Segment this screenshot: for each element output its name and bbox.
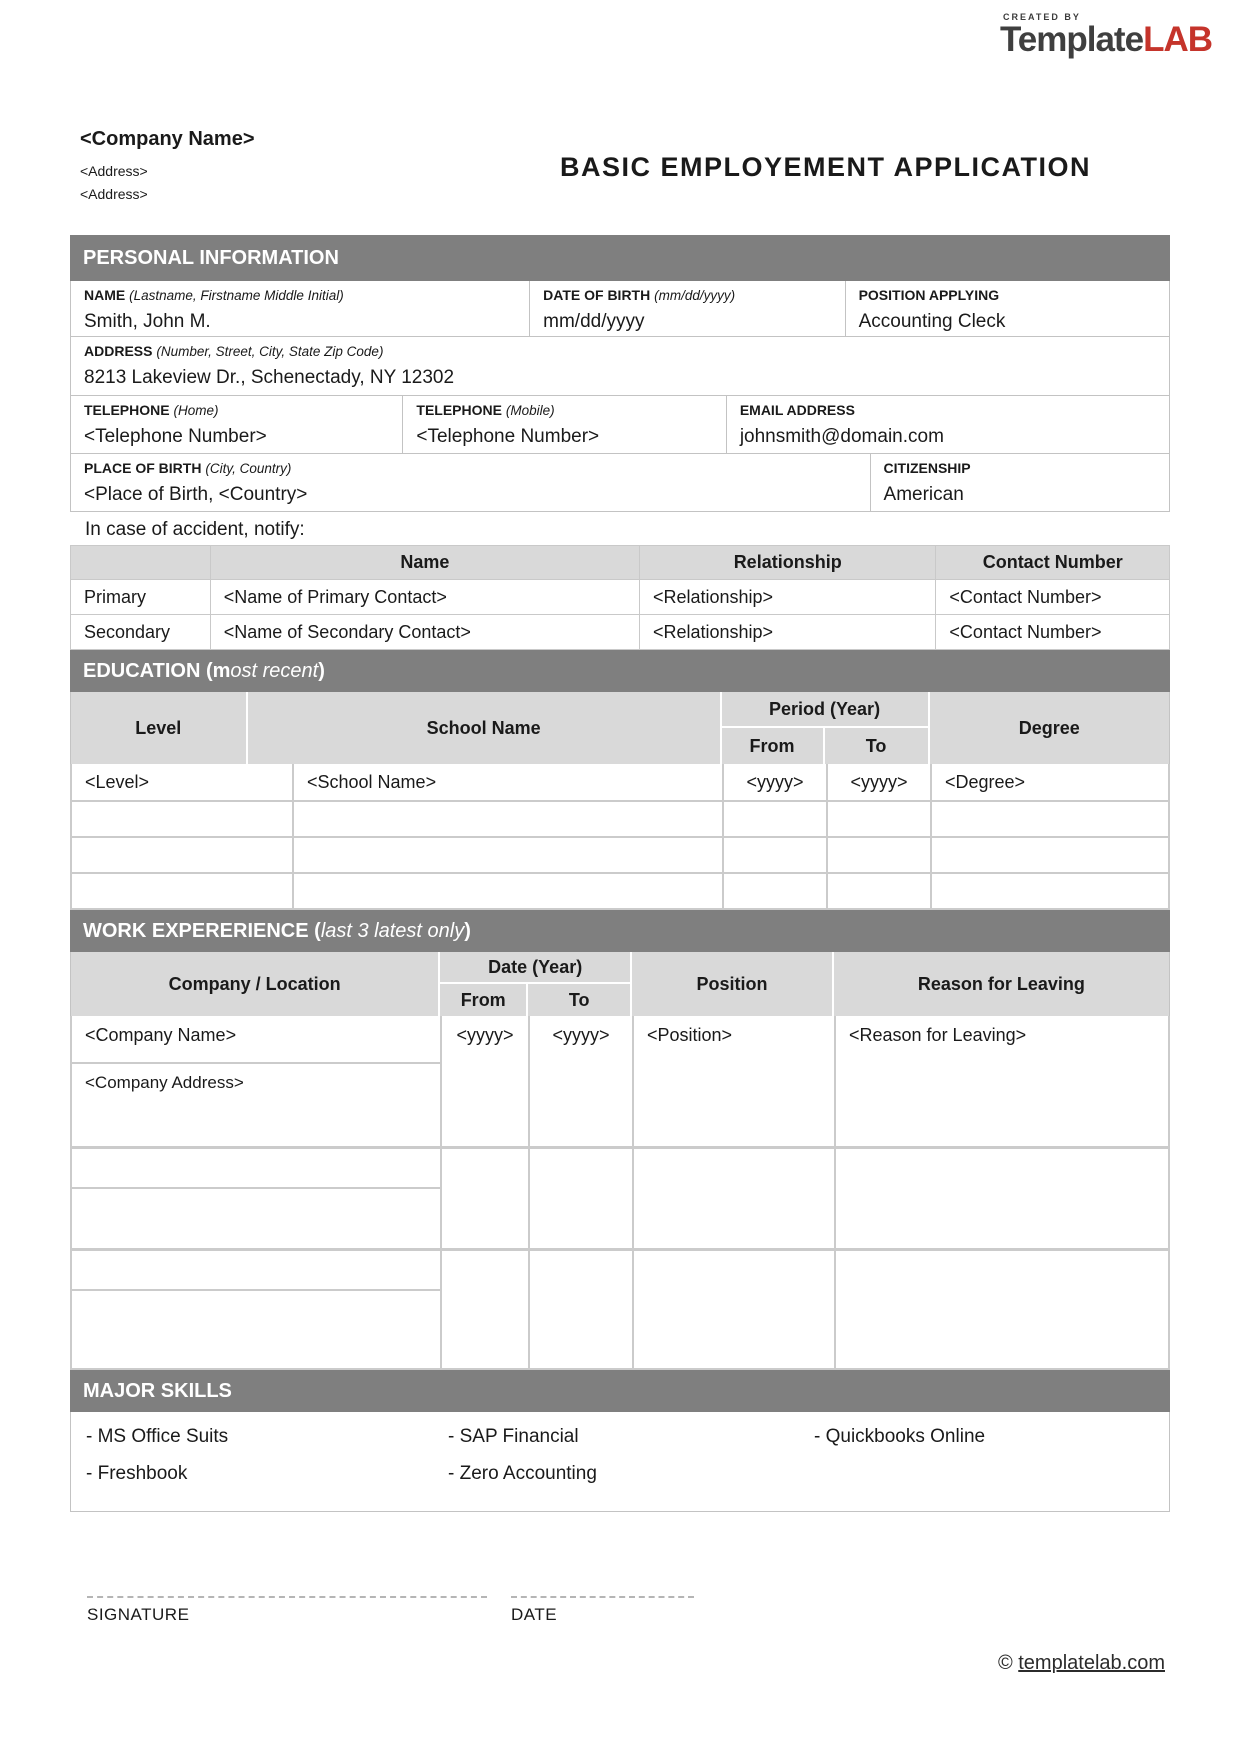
education-degree: [932, 802, 1168, 836]
work-from: [442, 1251, 530, 1368]
table-row: [72, 800, 1168, 836]
education-to: <yyyy>: [828, 764, 932, 800]
column-header-date-group: [440, 952, 632, 1016]
signature-label: SIGNATURE: [87, 1605, 190, 1624]
work-from: [442, 1149, 530, 1248]
logo-created-by: CREATED BY: [1003, 12, 1081, 22]
contact-type: Primary: [71, 580, 211, 614]
column-header-period-group: [722, 692, 930, 764]
place-of-birth-value: <Place of Birth, <Country>: [84, 484, 308, 505]
work-position: [634, 1251, 836, 1368]
position-label: POSITION APPLYING: [858, 287, 1000, 303]
dob-value: mm/dd/yyyy: [543, 311, 645, 332]
telephone-mobile-field: [403, 396, 726, 453]
document-title: BASIC EMPLOYEMENT APPLICATION: [560, 152, 1092, 182]
work-to: [530, 1149, 634, 1248]
work-company-name: [72, 1251, 440, 1291]
column-header-period: Period (Year): [722, 692, 928, 728]
telephone-mobile-label: TELEPHONE: [416, 402, 502, 418]
table-row: [71, 454, 1169, 511]
table-row: [72, 836, 1168, 872]
personal-information-table: [70, 281, 1170, 512]
empty-header-cell: [71, 546, 211, 579]
name-field: [71, 281, 530, 336]
table-row: [71, 614, 1169, 649]
contact-type: Secondary: [71, 615, 211, 649]
work-company-cell: [72, 1251, 442, 1368]
education-to: [828, 838, 932, 872]
skill-item: - Freshbook: [86, 1463, 188, 1484]
work-header-row: [70, 952, 1170, 1016]
company-header-block: [80, 128, 255, 206]
column-header-school-name: School Name: [248, 692, 722, 764]
education-title: EDUCATION (m: [83, 659, 231, 682]
table-row: [71, 579, 1169, 614]
form-content: [70, 235, 1170, 1512]
education-school: [294, 874, 724, 908]
work-position: [634, 1149, 836, 1248]
contact-name: <Name of Primary Contact>: [211, 580, 640, 614]
column-header-to: To: [865, 735, 887, 756]
accident-notify-text: In case of accident, notify:: [85, 519, 305, 540]
table-row: [71, 337, 1169, 396]
contact-number: <Contact Number>: [949, 621, 1102, 642]
education-table-body: [70, 764, 1170, 910]
education-section-header: EDUCATION (m ost recent ): [70, 650, 1170, 692]
address-field: [71, 337, 1169, 395]
address-value: 8213 Lakeview Dr., Schenectady, NY 12302: [84, 367, 455, 388]
table-row: [71, 281, 1169, 337]
contact-number: <Contact Number>: [949, 586, 1102, 607]
work-reason: <Reason for Leaving>: [849, 1025, 1027, 1045]
date-label: DATE: [511, 1605, 558, 1624]
education-from: [724, 874, 828, 908]
skill-item: - Zero Accounting: [448, 1463, 597, 1484]
personal-information-section-header: PERSONAL INFORMATION: [70, 235, 1170, 281]
work-company-cell: [72, 1149, 442, 1248]
education-degree: <Degree>: [945, 771, 1026, 792]
logo-lab-text: LAB: [1143, 20, 1212, 59]
work-from: <yyyy>: [442, 1016, 530, 1146]
telephone-mobile-value: <Telephone Number>: [416, 426, 600, 447]
email-field: [727, 396, 1169, 453]
education-degree: [932, 838, 1168, 872]
name-value: Smith, John M.: [84, 311, 211, 332]
education-school: [294, 802, 724, 836]
position-value: Accounting Cleck: [858, 311, 1006, 332]
work-company-cell: [72, 1016, 442, 1146]
citizenship-value: American: [883, 484, 964, 505]
footer: [998, 1652, 1165, 1675]
column-header-degree: Degree: [1018, 717, 1080, 738]
education-level: [72, 838, 294, 872]
dob-label: DATE OF BIRTH: [543, 287, 651, 303]
templatelab-link[interactable]: templatelab.com: [1018, 1652, 1165, 1674]
work-position: <Position>: [634, 1016, 836, 1146]
work-reason: [836, 1149, 1168, 1248]
emergency-contact-table: [70, 545, 1170, 650]
work-entry: [72, 1016, 1168, 1146]
table-row: [72, 872, 1168, 908]
work-company-address: [72, 1291, 440, 1368]
logo-template-text: Template: [1000, 20, 1144, 59]
education-level: [72, 802, 294, 836]
column-header-date: Date (Year): [440, 952, 630, 984]
telephone-home-field: [71, 396, 403, 453]
signature-block: [70, 1596, 1170, 1656]
work-entry: [72, 1146, 1168, 1248]
company-address-line-1: <Address>: [80, 163, 148, 179]
education-school: <School Name>: [294, 764, 724, 800]
column-header-from: From: [440, 984, 528, 1016]
skill-item: - MS Office Suits: [86, 1426, 229, 1447]
education-from: [724, 838, 828, 872]
logo-brand: [1000, 22, 1212, 59]
place-of-birth-label: PLACE OF BIRTH: [84, 460, 202, 476]
column-header-relationship: Relationship: [640, 546, 936, 579]
column-header-from: From: [722, 728, 825, 764]
education-header-row: [70, 692, 1170, 764]
telephone-home-hint: (Home): [173, 403, 219, 418]
copyright-symbol: ©: [997, 1652, 1013, 1674]
dob-hint: (mm/dd/yyyy): [654, 288, 736, 303]
work-experience-section-header: WORK EXPERERIENCE ( last 3 latest only ): [70, 910, 1170, 952]
citizenship-field: [871, 454, 1169, 511]
work-entry: [72, 1248, 1168, 1368]
skill-item: - SAP Financial: [448, 1426, 579, 1447]
work-title: WORK EXPERERIENCE (: [83, 919, 321, 942]
position-applying-field: [846, 281, 1169, 336]
emergency-contact-header-row: [71, 546, 1169, 579]
address-hint: (Number, Street, City, State Zip Code): [156, 344, 384, 359]
contact-name: <Name of Secondary Contact>: [211, 615, 640, 649]
place-of-birth-hint: (City, Country): [205, 461, 292, 476]
date-line: [511, 1596, 694, 1598]
templatelab-logo: [1000, 12, 1212, 59]
education-from: [724, 802, 828, 836]
education-level: <Level>: [72, 764, 294, 800]
work-company-name: <Company Name>: [72, 1016, 440, 1064]
telephone-home-label: TELEPHONE: [84, 402, 170, 418]
education-to: [828, 802, 932, 836]
education-level: [72, 874, 294, 908]
work-reason: [836, 1251, 1168, 1368]
skill-item: - Quickbooks Online: [814, 1426, 986, 1447]
major-skills-section-header: MAJOR SKILLS: [70, 1370, 1170, 1412]
email-value: johnsmith@domain.com: [739, 426, 944, 447]
work-company-name: [72, 1149, 440, 1189]
company-address-line-2: <Address>: [80, 186, 148, 202]
table-row: [71, 396, 1169, 454]
contact-relationship: <Relationship>: [640, 580, 936, 614]
column-header-contact-number: Contact Number: [982, 552, 1123, 572]
education-degree: [932, 874, 1168, 908]
column-header-to: To: [568, 989, 590, 1010]
column-header-company-location: Company / Location: [71, 952, 440, 1016]
email-label: EMAIL ADDRESS: [739, 402, 855, 418]
contact-relationship: <Relationship>: [640, 615, 936, 649]
education-to: [828, 874, 932, 908]
work-table-body: [70, 1016, 1170, 1370]
telephone-mobile-hint: (Mobile): [505, 403, 555, 418]
work-to: [530, 1251, 634, 1368]
education-title-italic: ost recent: [230, 659, 319, 682]
major-skills-list: [70, 1412, 1170, 1512]
work-company-address: <Company Address>: [85, 1073, 244, 1092]
citizenship-label: CITIZENSHIP: [883, 460, 971, 476]
work-to: <yyyy>: [530, 1016, 634, 1146]
company-name-placeholder: <Company Name>: [80, 128, 255, 150]
address-label: ADDRESS: [84, 343, 153, 359]
signature-line: [87, 1596, 487, 1598]
column-header-reason: Reason for Leaving: [917, 973, 1085, 994]
work-title-italic: last 3 latest only: [320, 919, 465, 942]
telephone-home-value: <Telephone Number>: [84, 426, 267, 447]
table-row: [72, 764, 1168, 800]
name-hint: (Lastname, Firstname Middle Initial): [129, 288, 344, 303]
work-company-address: [72, 1189, 440, 1248]
education-school: [294, 838, 724, 872]
column-header-level: Level: [71, 692, 248, 764]
education-from: <yyyy>: [724, 764, 828, 800]
column-header-name: Name: [211, 546, 640, 579]
place-of-birth-field: [71, 454, 871, 511]
name-label: NAME: [84, 287, 126, 303]
date-of-birth-field: [530, 281, 845, 336]
column-header-position: Position: [632, 952, 834, 1016]
